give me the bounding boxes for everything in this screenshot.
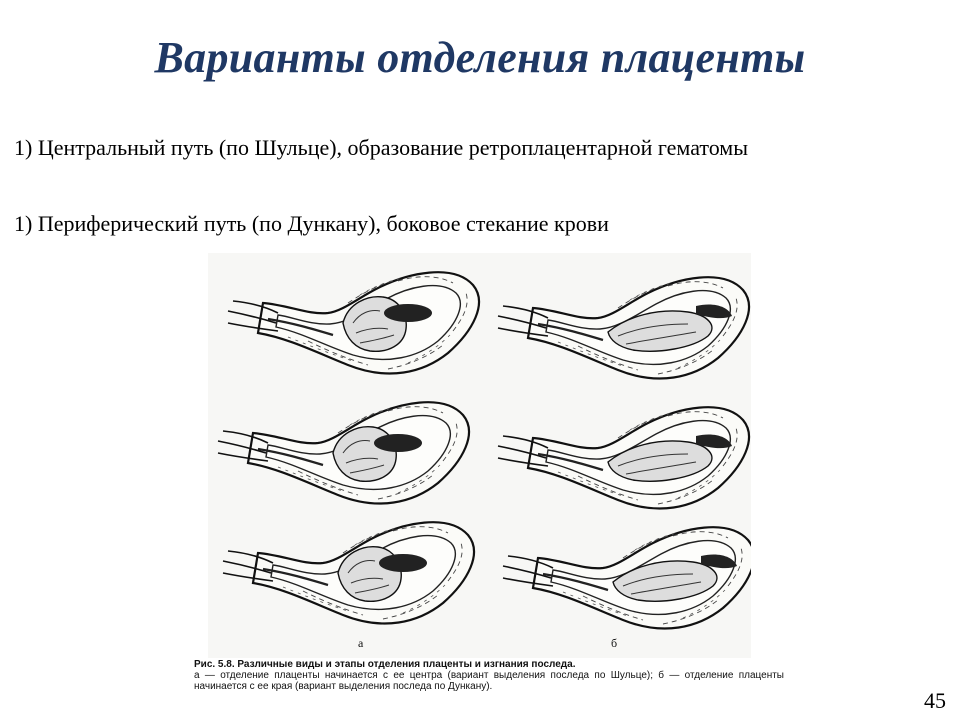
uterus-diagram-a3 — [223, 522, 474, 623]
placenta-separation-figure — [208, 253, 751, 658]
bullet-peripheral-path: 1) Периферический путь (по Дункану), боковое стекание крови — [14, 211, 609, 236]
figure-caption — [194, 659, 784, 692]
uterus-diagram-b2 — [498, 407, 749, 508]
slide-title: Варианты отделения плаценты — [154, 33, 806, 82]
figure-caption-title: Рис. 5.8. Различные виды и этапы отделения плаценты и изгнания последа. — [194, 659, 576, 670]
figure-caption-text: а — отделение плаценты начинается с ее центра (вариант выделения последа по Шульце); б — отделение плаценты начинается с ее края (вариант выделения последа по Дункану). — [194, 670, 784, 692]
column-label-b: б — [611, 636, 618, 650]
uterus-diagram-a1 — [228, 272, 479, 373]
bullet-central-path: 1) Центральный путь (по Шульце), образование ретроплацентарной гематомы — [14, 135, 748, 160]
uterus-diagram-a2 — [218, 402, 469, 503]
uterus-diagram-b1 — [498, 277, 749, 378]
uterus-diagram-b3 — [503, 527, 751, 628]
column-label-a: а — [358, 636, 364, 650]
page-number: 45 — [924, 688, 946, 713]
